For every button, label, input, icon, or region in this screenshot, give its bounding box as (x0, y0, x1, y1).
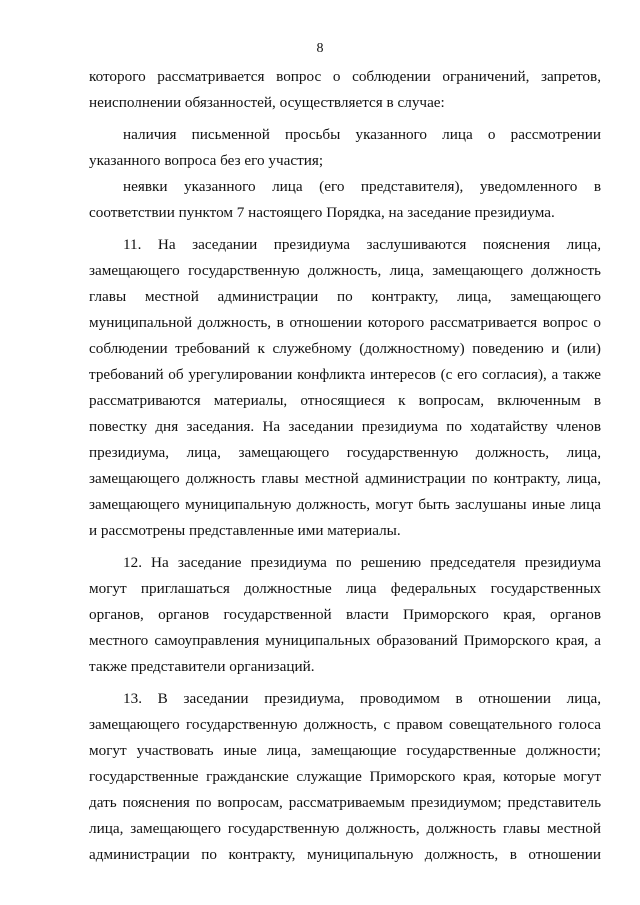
paragraph-written-request: наличия письменной просьбы указанного лица о рассмотрении указанного вопроса без его участия; (89, 126, 601, 169)
paragraph-item-13: 13. В заседании президиума, проводимом в отношении лица, замещающего государственную должность, с правом совещательного голоса могут участвовать иные лица, замещающие государственные должности; государственные гражданские служащие Приморского края, которые могут дать пояснения по вопросам, рассматриваемым президиумом; представитель лица, замещающего государственную должность, должность главы местной администрации по контракту, муниципальную должность, в отношении (89, 690, 601, 863)
paragraph-item-12: 12. На заседание президиума по решению председателя президиума могут приглашаться должностные лица федеральных государственных органов, органов государственной власти Приморского края, органов местного самоуправления муниципальных образований Приморского края, а также представители организаций. (89, 554, 601, 675)
paragraph-non-appearance: неявки указанного лица (его представителя), уведомленного в соответствии пунктом 7 настоящего Порядка, на заседание президиума. (89, 178, 601, 221)
paragraph-item-11: 11. На заседании президиума заслушиваются пояснения лица, замещающего государственную должность, лица, замещающего должность главы местной администрации по контракту, лица, замещающего муниципальной должность, в отношении которого рассматривается вопрос о соблюдении требований к служебному (должностному) поведению и (или) требований об урегулировании конфликта интересов (с его согласия), а также рассматриваются материалы, относящиеся к вопросам, включенным в повестку дня заседания. На заседании президиума по ходатайству членов президиума, лица, замещающего государственную должность, лица, замещающего должность главы местной администрации по контракту, лица, замещающего муниципальную должность, могут быть заслушаны иные лица и рассмотрены представленные ими материалы. (89, 236, 601, 539)
page-number: 8 (316, 41, 324, 56)
paragraph-continuation: которого рассматривается вопрос о соблюдении ограничений, запретов, неисполнении обязанностей, осуществляется в случае: (89, 68, 601, 111)
document-body (89, 64, 601, 868)
